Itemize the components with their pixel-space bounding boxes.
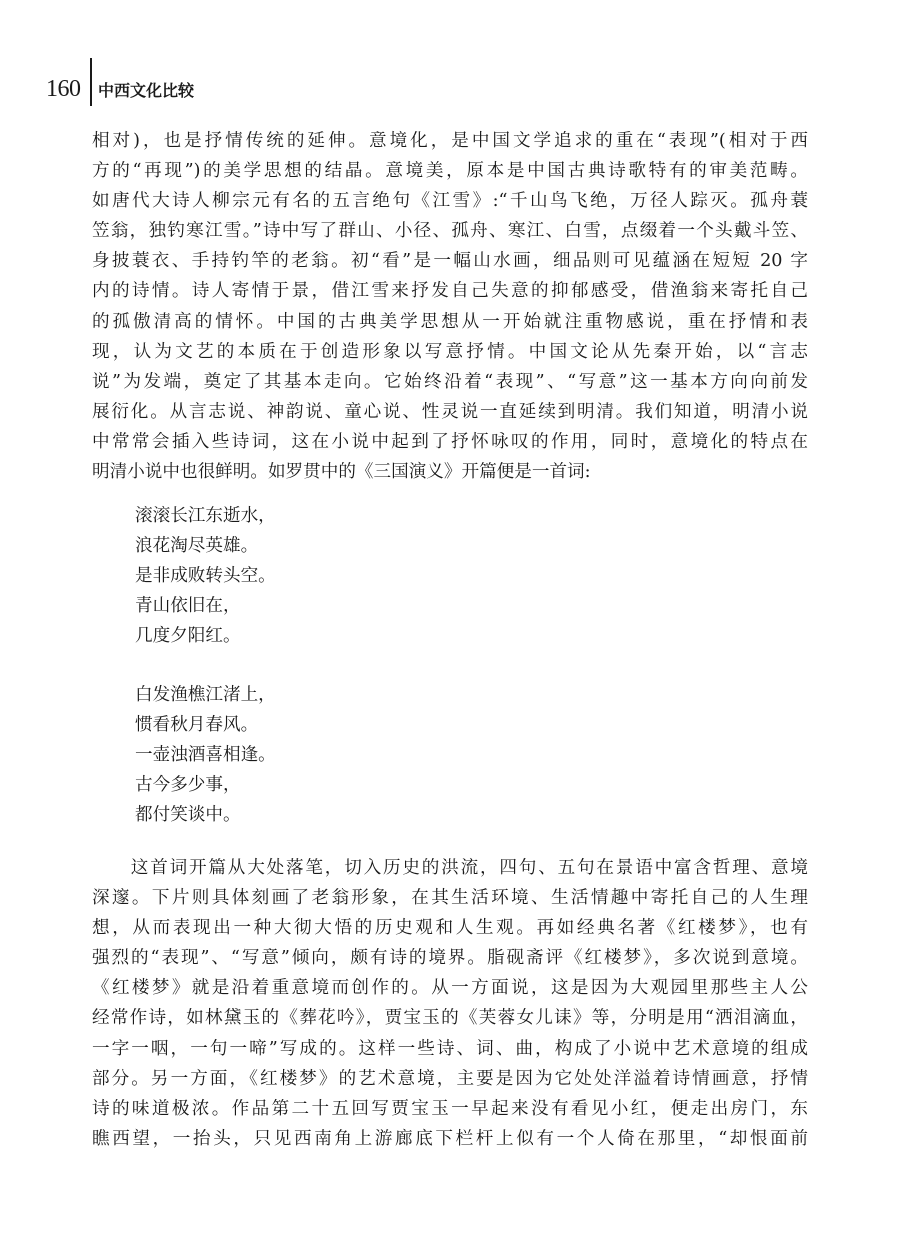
text-line: 强烈的“表现”、“写意”倾向，颇有诗的境界。脂砚斋评《红楼梦》，多次说到意境。 <box>92 948 808 969</box>
text-line: 如唐代大诗人柳宗元有名的五言绝句《江雪》:“千山鸟飞绝，万径人踪灭。孤舟蓑 <box>92 191 808 212</box>
poem-line: 浪花淘尽英雄。 <box>135 536 259 556</box>
text-line: 部分。另一方面，《红楼梦》的艺术意境，主要是因为它处处洋溢着诗情画意，抒情 <box>92 1068 808 1089</box>
text-line: 内的诗情。诗人寄情于景，借江雪来抒发自己失意的抑郁感受，借渔翁来寄托自己 <box>92 281 808 302</box>
poem-stanza-1 <box>135 501 435 651</box>
page-number: 160 <box>46 76 81 102</box>
text-line: 瞧西望，一抬头，只见西南角上游廊底下栏杆上似有一个人倚在那里，“却恨面前 <box>92 1128 808 1149</box>
poem-line: 古今多少事， <box>135 775 241 795</box>
text-line: 经常作诗，如林黛玉的《葬花吟》，贾宝玉的《芙蓉女儿诔》等，分明是用“洒泪滴血， <box>92 1008 808 1029</box>
text-line: 一字一咽，一句一啼”写成的。这样一些诗、词、曲，构成了小说中艺术意境的组成 <box>92 1038 808 1059</box>
poem-line: 是非成败转头空。 <box>135 566 276 586</box>
text-line: 说”为发端，奠定了其基本走向。它始终沿着“表现”、“写意”这一基本方向向前发 <box>92 371 808 392</box>
text-line: 这首词开篇从大处落笔，切入历史的洪流，四句、五句在景语中富含哲理、意境 <box>92 858 808 878</box>
text-line: 展衍化。从言志说、神韵说、童心说、性灵说一直延续到明清。我们知道，明清小说 <box>92 401 808 422</box>
text-line: 《红楼梦》就是沿着重意境而创作的。从一方面说，这是因为大观园里那些主人公 <box>92 978 808 999</box>
poem-line: 青山依旧在， <box>135 596 241 616</box>
poem-stanza-2 <box>135 680 435 830</box>
poem-line: 几度夕阳红。 <box>135 626 241 646</box>
text-line: 的孤傲清高的情怀。中国的古典美学思想从一开始就注重物感说，重在抒情和表 <box>92 311 808 332</box>
poem-line: 白发渔樵江渚上， <box>135 685 276 705</box>
text-line: 想，从而表现出一种大彻大悟的历史观和人生观。再如经典名著《红楼梦》，也有 <box>92 918 808 939</box>
poem-line: 都付笑谈中。 <box>135 805 241 825</box>
poem-line: 滚滚长江东逝水， <box>135 506 276 526</box>
text-line: 方的“再现”)的美学思想的结晶。意境美，原本是中国古典诗歌特有的审美范畴。 <box>92 161 808 182</box>
poem-line: 惯看秋月春风。 <box>135 715 259 735</box>
paragraph-analysis <box>92 853 808 1154</box>
text-line: 现，认为文艺的本质在于创造形象以写意抒情。中国文论从先秦开始，以“言志 <box>92 341 808 362</box>
header-divider <box>90 58 92 106</box>
text-line: 相对)，也是抒情传统的延伸。意境化，是中国文学追求的重在“表现”(相对于西 <box>92 131 808 151</box>
text-line: 中常常会插入些诗词，这在小说中起到了抒怀咏叹的作用，同时，意境化的特点在 <box>92 431 808 452</box>
poem-line: 一壶浊酒喜相逢。 <box>135 745 276 765</box>
text-line: 明清小说中也很鲜明。如罗贯中的《三国演义》开篇便是一首词: <box>92 462 591 483</box>
text-line: 身披蓑衣、手持钓竿的老翁。初“看”是一幅山水画，细品则可见蕴涵在短短 20 字 <box>92 251 808 272</box>
text-line: 深邃。下片则具体刻画了老翁形象，在其生活环境、生活情趣中寄托自己的人生理 <box>92 888 808 909</box>
running-head-title: 中西文化比较 <box>98 81 195 100</box>
paragraph-intro <box>92 126 808 487</box>
text-line: 诗的味道极浓。作品第二十五回写贾宝玉一早起来没有看见小红，便走出房门，东 <box>92 1098 808 1119</box>
text-line: 笠翁，独钓寒江雪。”诗中写了群山、小径、孤舟、寒江、白雪，点缀着一个头戴斗笠、 <box>92 221 808 242</box>
